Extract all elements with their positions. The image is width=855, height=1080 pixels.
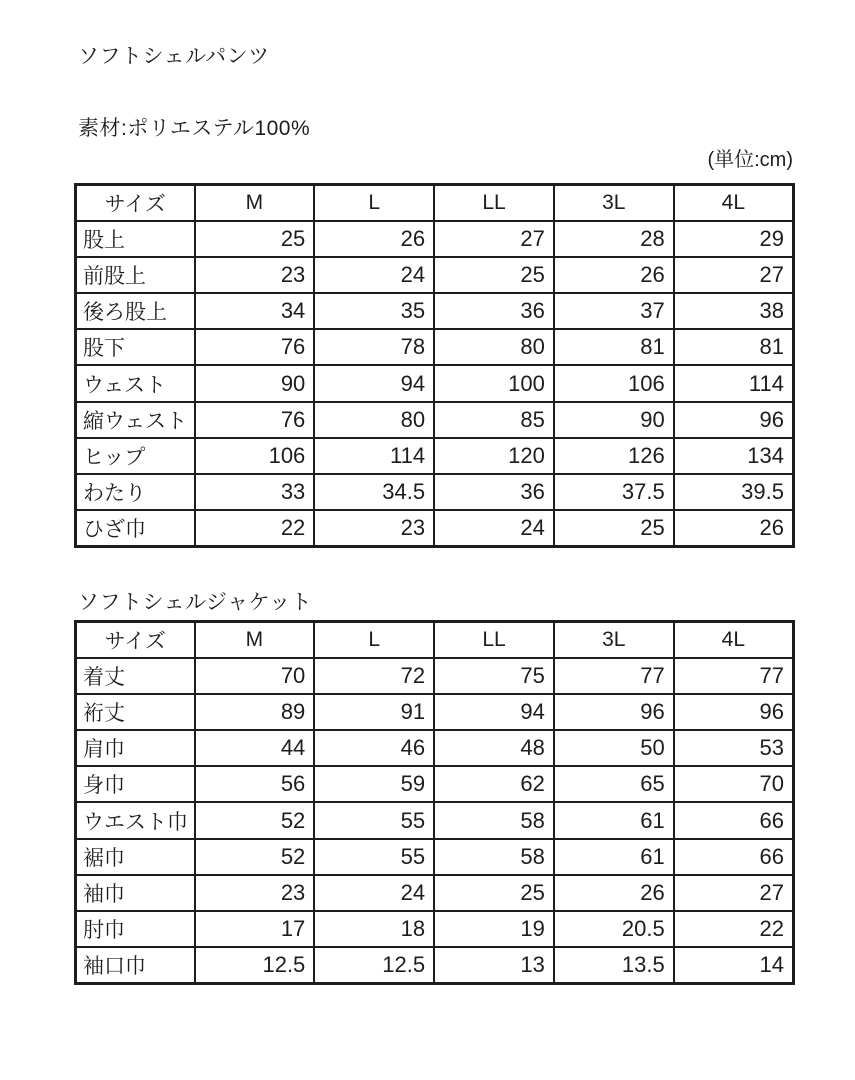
measurement-label: 後ろ股上 [76, 293, 195, 329]
material-note: 素材:ポリエステル100% [78, 117, 311, 140]
size-header-3L: 3L [554, 185, 674, 221]
measurement-value: 106 [554, 365, 674, 401]
measurement-label: 袖口巾 [76, 947, 195, 983]
measurement-value: 72 [314, 658, 434, 694]
measurement-value: 44 [195, 730, 315, 766]
measurement-value: 76 [195, 402, 315, 438]
measurement-label: 袖巾 [76, 875, 195, 911]
table-row [76, 911, 794, 947]
measurement-value: 61 [554, 839, 674, 875]
measurement-value: 126 [554, 438, 674, 474]
measurement-value: 14 [674, 947, 794, 983]
table-row [76, 221, 794, 257]
measurement-value: 36 [434, 474, 554, 510]
table-row [76, 293, 794, 329]
measurement-label: 裾巾 [76, 839, 195, 875]
measurement-label: 着丈 [76, 658, 195, 694]
measurement-value: 27 [674, 875, 794, 911]
measurement-label: 肩巾 [76, 730, 195, 766]
measurement-value: 26 [314, 221, 434, 257]
measurement-value: 34.5 [314, 474, 434, 510]
size-column-header: サイズ [76, 622, 195, 658]
measurement-value: 66 [674, 839, 794, 875]
table-row [76, 802, 794, 838]
measurement-value: 75 [434, 658, 554, 694]
size-column-header: サイズ [76, 185, 195, 221]
measurement-value: 27 [674, 257, 794, 293]
measurement-value: 96 [554, 694, 674, 730]
measurement-label: 股上 [76, 221, 195, 257]
measurement-value: 35 [314, 293, 434, 329]
table-row [76, 402, 794, 438]
measurement-value: 28 [554, 221, 674, 257]
size-header-4L: 4L [674, 185, 794, 221]
measurement-value: 90 [195, 365, 315, 401]
measurement-label: わたり [76, 474, 195, 510]
size-header-LL: LL [434, 622, 554, 658]
measurement-value: 62 [434, 766, 554, 802]
measurement-label: 前股上 [76, 257, 195, 293]
jacket-section-title: ソフトシェルジャケット [78, 591, 313, 614]
measurement-value: 26 [554, 875, 674, 911]
measurement-value: 78 [314, 329, 434, 365]
measurement-value: 25 [195, 221, 315, 257]
measurement-label: ウェスト [76, 365, 195, 401]
measurement-value: 55 [314, 839, 434, 875]
measurement-value: 61 [554, 802, 674, 838]
pants-section-title: ソフトシェルパンツ [78, 45, 270, 68]
table-row [76, 839, 794, 875]
measurement-value: 114 [314, 438, 434, 474]
measurement-value: 13.5 [554, 947, 674, 983]
measurement-value: 25 [434, 257, 554, 293]
measurement-value: 37 [554, 293, 674, 329]
measurement-value: 53 [674, 730, 794, 766]
measurement-value: 13 [434, 947, 554, 983]
table-row [76, 474, 794, 510]
measurement-value: 70 [674, 766, 794, 802]
measurement-value: 37.5 [554, 474, 674, 510]
measurement-value: 50 [554, 730, 674, 766]
measurement-value: 58 [434, 802, 554, 838]
table-row [76, 766, 794, 802]
measurement-value: 65 [554, 766, 674, 802]
measurement-value: 77 [674, 658, 794, 694]
measurement-value: 27 [434, 221, 554, 257]
measurement-value: 52 [195, 802, 315, 838]
table-row [76, 947, 794, 983]
measurement-value: 29 [674, 221, 794, 257]
measurement-value: 33 [195, 474, 315, 510]
size-header-L: L [314, 622, 434, 658]
unit-note: (単位:cm) [707, 149, 793, 171]
measurement-value: 19 [434, 911, 554, 947]
measurement-value: 25 [554, 510, 674, 546]
measurement-value: 56 [195, 766, 315, 802]
measurement-value: 66 [674, 802, 794, 838]
measurement-value: 96 [674, 694, 794, 730]
measurement-value: 39.5 [674, 474, 794, 510]
measurement-value: 26 [554, 257, 674, 293]
table-row [76, 510, 794, 546]
measurement-value: 23 [314, 510, 434, 546]
measurement-value: 26 [674, 510, 794, 546]
table-row [76, 438, 794, 474]
measurement-value: 70 [195, 658, 315, 694]
measurement-value: 90 [554, 402, 674, 438]
size-header-4L: 4L [674, 622, 794, 658]
measurement-value: 52 [195, 839, 315, 875]
measurement-value: 80 [434, 329, 554, 365]
measurement-value: 114 [674, 365, 794, 401]
table-row [76, 694, 794, 730]
measurement-value: 80 [314, 402, 434, 438]
measurement-value: 22 [195, 510, 315, 546]
measurement-value: 20.5 [554, 911, 674, 947]
table-row [76, 730, 794, 766]
table-row [76, 329, 794, 365]
measurement-label: ウエスト巾 [76, 802, 195, 838]
measurement-label: 肘巾 [76, 911, 195, 947]
measurement-label: 縮ウェスト [76, 402, 195, 438]
measurement-value: 85 [434, 402, 554, 438]
measurement-label: 身巾 [76, 766, 195, 802]
table-row [76, 257, 794, 293]
measurement-value: 25 [434, 875, 554, 911]
table-row [76, 875, 794, 911]
measurement-value: 46 [314, 730, 434, 766]
measurement-value: 100 [434, 365, 554, 401]
measurement-value: 91 [314, 694, 434, 730]
size-header-LL: LL [434, 185, 554, 221]
measurement-value: 22 [674, 911, 794, 947]
measurement-label: 裄丈 [76, 694, 195, 730]
measurement-value: 89 [195, 694, 315, 730]
measurement-value: 12.5 [314, 947, 434, 983]
measurement-label: ヒップ [76, 438, 195, 474]
table-row [76, 365, 794, 401]
measurement-value: 55 [314, 802, 434, 838]
pants-size-table [74, 183, 795, 548]
measurement-value: 18 [314, 911, 434, 947]
measurement-value: 120 [434, 438, 554, 474]
measurement-value: 94 [434, 694, 554, 730]
measurement-value: 38 [674, 293, 794, 329]
measurement-value: 24 [314, 257, 434, 293]
measurement-value: 94 [314, 365, 434, 401]
header-row [76, 185, 794, 221]
table-row [76, 658, 794, 694]
measurement-value: 23 [195, 257, 315, 293]
measurement-value: 58 [434, 839, 554, 875]
measurement-value: 24 [314, 875, 434, 911]
measurement-value: 106 [195, 438, 315, 474]
measurement-value: 48 [434, 730, 554, 766]
measurement-value: 34 [195, 293, 315, 329]
measurement-value: 134 [674, 438, 794, 474]
measurement-label: ひざ巾 [76, 510, 195, 546]
measurement-value: 24 [434, 510, 554, 546]
size-header-L: L [314, 185, 434, 221]
header-row [76, 622, 794, 658]
measurement-value: 23 [195, 875, 315, 911]
jacket-size-table [74, 620, 795, 985]
size-header-M: M [195, 622, 315, 658]
measurement-value: 36 [434, 293, 554, 329]
size-header-3L: 3L [554, 622, 674, 658]
measurement-value: 77 [554, 658, 674, 694]
measurement-value: 76 [195, 329, 315, 365]
measurement-label: 股下 [76, 329, 195, 365]
measurement-value: 12.5 [195, 947, 315, 983]
measurement-value: 17 [195, 911, 315, 947]
size-header-M: M [195, 185, 315, 221]
measurement-value: 81 [554, 329, 674, 365]
measurement-value: 96 [674, 402, 794, 438]
measurement-value: 59 [314, 766, 434, 802]
measurement-value: 81 [674, 329, 794, 365]
